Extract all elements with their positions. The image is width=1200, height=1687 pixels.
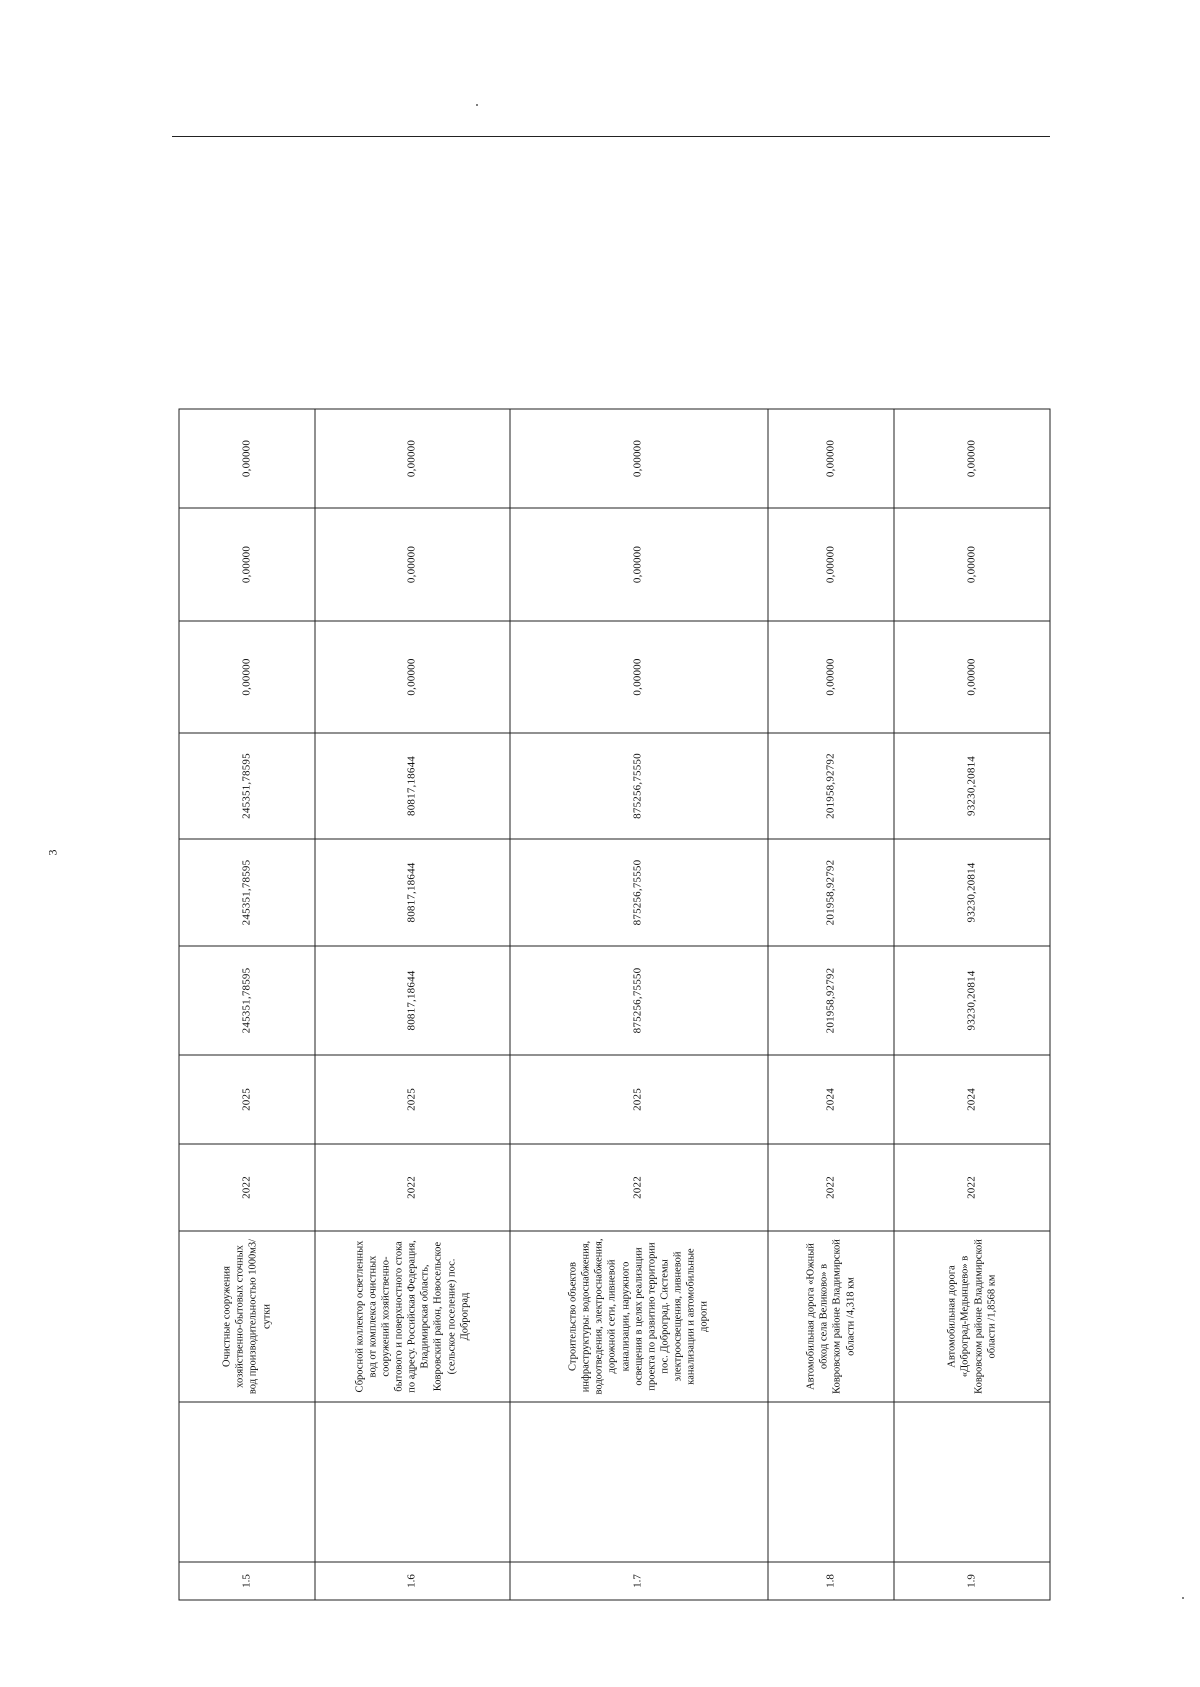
start-year-cell: 2022 bbox=[314, 1144, 509, 1231]
scan-speck bbox=[476, 104, 478, 106]
cost-cell-6: 0,00000 bbox=[894, 409, 1050, 508]
blank-cell bbox=[509, 1402, 767, 1562]
cost-cell-3: 875256,75550 bbox=[509, 733, 767, 839]
cost-cell-4: 0,00000 bbox=[894, 621, 1050, 733]
cost-cell-5: 0,00000 bbox=[894, 508, 1050, 621]
cost-cell-3: 201958,92792 bbox=[767, 733, 893, 839]
cost-cell-6: 0,00000 bbox=[179, 409, 315, 508]
total-cost-cell: 93230,20814 bbox=[894, 946, 1050, 1055]
row-number-cell: 1.7 bbox=[509, 1562, 767, 1600]
object-name-cell: Строительство объектов инфраструктуры: водоснабжения, водоотведения, электроснабжения, дорожной сети, ливневой канализации, наружного освещения в целях реализации проекта по развитию территории пос. Доброград. Системы электроосвещения, ливневой канализации и автомобильные дороги bbox=[509, 1231, 767, 1402]
table-row bbox=[179, 409, 315, 1600]
object-name-cell: Очистные сооружения хозяйственно-бытовых сточных вод производительностью 1000м3/сутки bbox=[179, 1231, 315, 1402]
cost-cell-6: 0,00000 bbox=[314, 409, 509, 508]
start-year-cell: 2022 bbox=[894, 1144, 1050, 1231]
table-row bbox=[767, 409, 893, 1600]
object-name-cell: Автомобильная дорога «Южный обход села Великово» в Ковровском районе Владимирской области /4,318 км bbox=[767, 1231, 893, 1402]
cost-cell-4: 0,00000 bbox=[179, 621, 315, 733]
total-cost-cell: 875256,75550 bbox=[509, 946, 767, 1055]
row-number-cell: 1.5 bbox=[179, 1562, 315, 1600]
object-name-cell: Автомобильная дорога «Доброград-Медынцево» в Ковровском районе Владимирской области /1,8568 км bbox=[894, 1231, 1050, 1402]
cost-cell-2: 93230,20814 bbox=[894, 839, 1050, 946]
end-year-cell: 2024 bbox=[767, 1055, 893, 1144]
scan-speck bbox=[1182, 1597, 1184, 1599]
cost-cell-2: 201958,92792 bbox=[767, 839, 893, 946]
cost-cell-6: 0,00000 bbox=[767, 409, 893, 508]
page-number: 3 bbox=[45, 849, 60, 856]
cost-cell-5: 0,00000 bbox=[509, 508, 767, 621]
end-year-cell: 2025 bbox=[314, 1055, 509, 1144]
row-number-cell: 1.9 bbox=[894, 1562, 1050, 1600]
cost-cell-4: 0,00000 bbox=[314, 621, 509, 733]
cost-cell-3: 245351,78595 bbox=[179, 733, 315, 839]
cost-cell-2: 245351,78595 bbox=[179, 839, 315, 946]
table-wrapper bbox=[178, 409, 1050, 1600]
cost-cell-5: 0,00000 bbox=[314, 508, 509, 621]
blank-cell bbox=[314, 1402, 509, 1562]
blank-cell bbox=[179, 1402, 315, 1562]
cost-cell-2: 875256,75550 bbox=[509, 839, 767, 946]
end-year-cell: 2025 bbox=[179, 1055, 315, 1144]
total-cost-cell: 201958,92792 bbox=[767, 946, 893, 1055]
header-rule bbox=[172, 136, 1050, 137]
total-cost-cell: 245351,78595 bbox=[179, 946, 315, 1055]
investment-table bbox=[178, 408, 1050, 1600]
table-row bbox=[314, 409, 509, 1600]
cost-cell-6: 0,00000 bbox=[509, 409, 767, 508]
end-year-cell: 2024 bbox=[894, 1055, 1050, 1144]
table-body bbox=[179, 409, 1050, 1600]
rotated-table-frame bbox=[178, 409, 1050, 1600]
table-row bbox=[509, 409, 767, 1600]
cost-cell-4: 0,00000 bbox=[509, 621, 767, 733]
cost-cell-2: 80817,18644 bbox=[314, 839, 509, 946]
cost-cell-4: 0,00000 bbox=[767, 621, 893, 733]
blank-cell bbox=[894, 1402, 1050, 1562]
cost-cell-5: 0,00000 bbox=[179, 508, 315, 621]
cost-cell-3: 93230,20814 bbox=[894, 733, 1050, 839]
start-year-cell: 2022 bbox=[767, 1144, 893, 1231]
object-name-cell: Сбросной коллектор осветленных вод от комплекса очистных сооружений хозяйственно-бытового и поверхностного стока по адресу. Российская Федерация, Владимирская область, Ковровский район, Новосельское (сельское поселение) пос. Доброград bbox=[314, 1231, 509, 1402]
start-year-cell: 2022 bbox=[509, 1144, 767, 1231]
cost-cell-5: 0,00000 bbox=[767, 508, 893, 621]
row-number-cell: 1.8 bbox=[767, 1562, 893, 1600]
total-cost-cell: 80817,18644 bbox=[314, 946, 509, 1055]
start-year-cell: 2022 bbox=[179, 1144, 315, 1231]
end-year-cell: 2025 bbox=[509, 1055, 767, 1144]
cost-cell-3: 80817,18644 bbox=[314, 733, 509, 839]
table-row bbox=[894, 409, 1050, 1600]
row-number-cell: 1.6 bbox=[314, 1562, 509, 1600]
blank-cell bbox=[767, 1402, 893, 1562]
